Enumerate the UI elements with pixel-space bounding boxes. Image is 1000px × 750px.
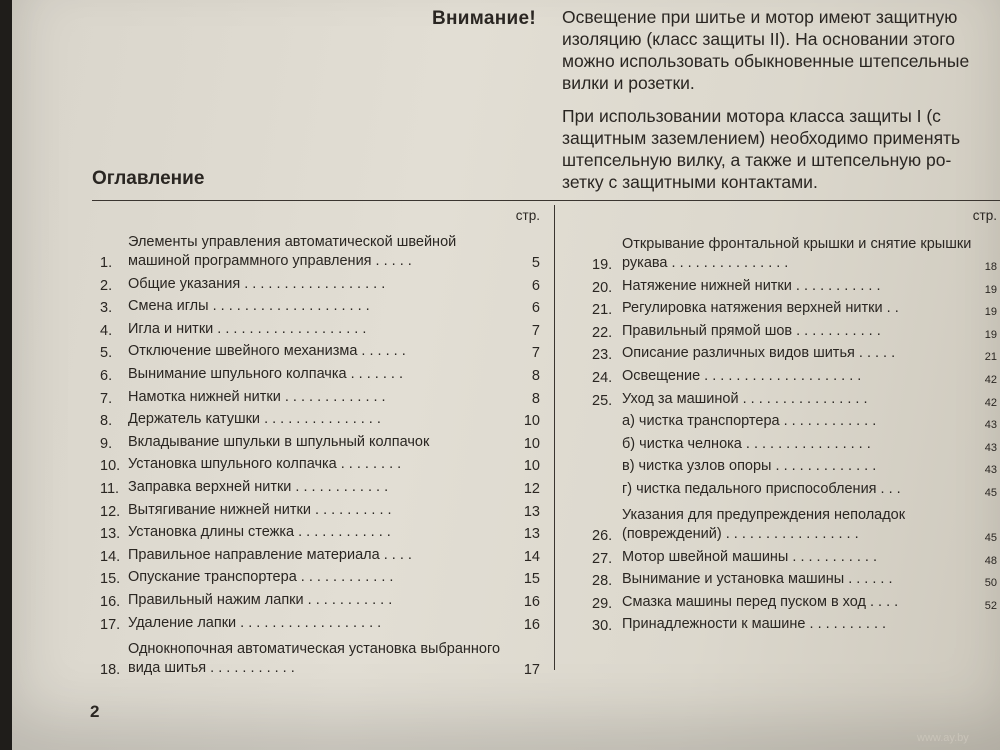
toc-divider	[92, 200, 1000, 201]
toc-right-column	[592, 208, 997, 634]
toc-entry-label: б) чистка челнока . . . . . . . . . . . . . . . .	[622, 435, 871, 452]
toc-entry-page: 10	[523, 458, 540, 475]
toc-entry-label: Правильное направление материала . . . .	[128, 546, 412, 563]
toc-entry-label: Принадлежности к машине . . . . . . . . . .	[622, 616, 887, 633]
toc-entry-label: в) чистка узлов опоры . . . . . . . . . . . . .	[622, 458, 877, 475]
toc-entry-label: Отключение швейного механизма . . . . . .	[128, 343, 406, 360]
toc-entry-number: 4.	[100, 322, 113, 339]
toc-entry	[100, 565, 540, 588]
toc-entry	[100, 316, 540, 339]
toc-entry	[592, 386, 997, 409]
toc-entry-page: 5	[531, 255, 540, 271]
toc-entry-page: 12	[523, 480, 540, 497]
toc-entry-number: 21.	[592, 302, 613, 319]
toc-entry-label: Держатель катушки . . . . . . . . . . . . . . .	[128, 411, 381, 428]
toc-entry	[100, 497, 540, 520]
toc-entry-page: 10	[523, 413, 540, 430]
toc-entry-number: 17.	[100, 616, 121, 633]
toc-entry-number: 13.	[100, 526, 121, 543]
toc-entry-label: Заправка верхней нитки . . . . . . . . . . . .	[128, 478, 389, 495]
toc-entry-page: 16	[523, 616, 540, 633]
toc-entry-page: 18	[984, 261, 997, 273]
toc-entry-number: 3.	[100, 300, 113, 317]
toc-entry	[592, 454, 997, 477]
toc-entry	[592, 228, 997, 273]
toc-entry-page: 43	[984, 441, 997, 454]
toc-entry-label: Общие указания . . . . . . . . . . . . . . . . . .	[128, 275, 386, 292]
toc-title: Оглавление	[92, 168, 205, 189]
toc-entry	[592, 409, 997, 432]
page-column-label: стр.	[972, 208, 997, 223]
toc-entry-page: 15	[523, 571, 540, 588]
toc-entry	[100, 542, 540, 565]
toc-entry-page: 8	[531, 367, 540, 384]
toc-entry	[100, 384, 540, 407]
toc-entry-number: 27.	[592, 550, 613, 567]
toc-entry-label: Регулировка натяжения верхней нитки . .	[622, 300, 899, 317]
toc-entry-number: 2.	[100, 277, 113, 294]
warning-text	[562, 6, 1000, 204]
toc-entry-number: 24.	[592, 369, 613, 386]
toc-entry	[100, 339, 540, 362]
toc-entry-label: Смена иглы . . . . . . . . . . . . . . . . . . . .	[128, 298, 370, 315]
toc-entry	[100, 520, 540, 543]
toc-entry-number: 19.	[592, 257, 613, 273]
toc-entry-page: 43	[984, 419, 997, 432]
toc-entry	[592, 544, 997, 567]
toc-entry-page: 45	[984, 531, 997, 544]
toc-entry-number: 8.	[100, 413, 113, 430]
toc-entry-number: 1.	[100, 255, 113, 271]
toc-entry-number: 16.	[100, 593, 121, 610]
toc-entry	[100, 452, 540, 475]
toc-entry	[100, 429, 540, 452]
toc-entry-label: Вынимание шпульного колпачка . . . . . . .	[128, 365, 403, 382]
toc-entry	[100, 587, 540, 610]
toc-entry-label: Опускание транспортера . . . . . . . . . . . .	[128, 569, 394, 586]
toc-entry	[100, 271, 540, 294]
toc-entry-page: 19	[984, 328, 997, 341]
toc-entry-page: 13	[523, 526, 540, 543]
toc-entry	[100, 610, 540, 633]
toc-entry-label: Установка шпульного колпачка . . . . . . . .	[128, 456, 402, 473]
page-column-label: стр.	[515, 208, 540, 223]
toc-entry	[592, 431, 997, 454]
toc-entry-label: Указания для предупреждения неполадок (повреждений) . . . . . . . . . . . . . . . . .	[622, 506, 906, 542]
toc-entry-number: 14.	[100, 548, 121, 565]
toc-entry	[592, 273, 997, 296]
toc-entry	[592, 612, 997, 635]
toc-entry-label: Элементы управления автоматической швейной машиной программного управления . . . . .	[128, 234, 457, 269]
toc-entry-number: 11.	[100, 480, 120, 497]
toc-entry-page: 19	[984, 283, 997, 296]
toc-left-column	[100, 208, 540, 678]
page-number: 2	[90, 702, 100, 721]
toc-entry-number: 15.	[100, 571, 121, 588]
toc-entry-label: Правильный нажим лапки . . . . . . . . . . .	[128, 591, 393, 608]
toc-entry-page: 6	[531, 300, 540, 317]
toc-entry-number: 9.	[100, 435, 113, 452]
toc-entry-page: 48	[984, 554, 997, 567]
toc-list-right	[592, 228, 997, 634]
toc-entry-page: 42	[984, 373, 997, 386]
toc-entry	[592, 567, 997, 590]
toc-entry-page: 7	[531, 322, 540, 339]
toc-entry	[100, 226, 540, 271]
toc-entry-page: 14	[523, 548, 540, 565]
toc-entry-page: 43	[984, 464, 997, 477]
toc-entry-page: 16	[523, 593, 540, 610]
toc-entry-page: 8	[531, 390, 540, 407]
manual-page	[12, 0, 1000, 750]
toc-entry-label: Установка длины стежка . . . . . . . . . . . .	[128, 524, 391, 541]
toc-entry	[100, 294, 540, 317]
toc-entry-label: Описание различных видов шитья . . . . .	[622, 345, 896, 362]
toc-entry-page: 6	[531, 277, 540, 294]
toc-entry-page: 17	[523, 661, 540, 678]
toc-entry	[592, 499, 997, 544]
toc-entry-label: Однокнопочная автоматическая установка выбранного вида шитья . . . . . . . . . . .	[128, 640, 501, 676]
toc-list-left	[100, 226, 540, 678]
column-divider	[554, 205, 555, 670]
toc-entry-label: Намотка нижней нитки . . . . . . . . . . . . .	[128, 388, 386, 405]
toc-entry-label: Игла и нитки . . . . . . . . . . . . . . . . . . .	[128, 320, 367, 337]
toc-entry-page: 7	[531, 345, 540, 362]
toc-entry	[592, 363, 997, 386]
toc-entry-page: 21	[984, 351, 997, 364]
toc-entry-page: 42	[984, 396, 997, 409]
toc-entry-number: 23.	[592, 347, 613, 364]
toc-entry-label: Вытягивание нижней нитки . . . . . . . . . .	[128, 501, 392, 518]
watermark: www.ay.by	[917, 732, 969, 744]
toc-entry-number: 10.	[100, 458, 121, 475]
toc-entry-number: 5.	[100, 345, 113, 362]
toc-entry-number: 18.	[100, 661, 121, 678]
toc-entry-label: Освещение . . . . . . . . . . . . . . . . . . . .	[622, 367, 862, 384]
toc-entry-number: 20.	[592, 279, 613, 296]
toc-entry-number: 30.	[592, 618, 613, 635]
toc-entry-number: 29.	[592, 595, 613, 612]
toc-entry	[592, 476, 997, 499]
toc-entry-number: 26.	[592, 527, 613, 544]
toc-entry-number: 6.	[100, 367, 113, 384]
toc-entry-label: а) чистка транспортера . . . . . . . . . . . .	[622, 413, 877, 430]
toc-entry-page: 52	[984, 599, 997, 612]
toc-entry-number: 12.	[100, 503, 121, 520]
toc-entry	[100, 407, 540, 430]
toc-entry-page: 50	[984, 577, 997, 590]
toc-entry-page: 10	[523, 435, 540, 452]
toc-entry-number: 25.	[592, 392, 613, 409]
toc-entry-page: 19	[984, 306, 997, 319]
toc-entry-label: Уход за машиной . . . . . . . . . . . . . . . .	[622, 390, 868, 407]
toc-entry-label: Вкладывание шпульки в шпульный колпачок	[128, 433, 430, 450]
toc-entry-label: Правильный прямой шов . . . . . . . . . . .	[622, 322, 881, 339]
toc-entry-number: 7.	[100, 390, 113, 407]
toc-entry	[592, 589, 997, 612]
toc-entry-label: Вынимание и установка машины . . . . . .	[622, 571, 893, 588]
toc-entry	[100, 474, 540, 497]
toc-entry-page: 45	[984, 486, 997, 499]
toc-entry-label: Мотор швейной машины . . . . . . . . . . .	[622, 548, 877, 565]
toc-entry	[100, 633, 540, 678]
toc-entry-label: Открывание фронтальной крышки и снятие крышки рукава . . . . . . . . . . . . . . .	[622, 236, 972, 271]
warning-heading: Внимание!	[432, 8, 536, 29]
toc-entry	[100, 361, 540, 384]
toc-entry-page: 13	[523, 503, 540, 520]
warning-paragraph-2: При использовании мотора класса защиты I (с защитным заземлением) необходимо применять штепсельную вилку, а также и штепсельную ро- зетку с защитными контактами.	[562, 106, 961, 192]
toc-entry	[592, 318, 997, 341]
toc-entry-label: Натяжение нижней нитки . . . . . . . . . . .	[622, 277, 881, 294]
toc-entry-label: г) чистка педального приспособления . . .	[622, 480, 901, 497]
toc-entry-number: 22.	[592, 324, 613, 341]
warning-paragraph-1: Освещение при шитье и мотор имеют защитную изоляцию (класс защиты II). На основании этого можно использовать обыкновенные штепсельные вилки и розетки.	[562, 7, 970, 93]
toc-entry	[592, 341, 997, 364]
toc-entry-label: Удаление лапки . . . . . . . . . . . . . . . . . .	[128, 614, 382, 631]
toc-entry-label: Смазка машины перед пуском в ход . . . .	[622, 593, 899, 610]
toc-entry-number: 28.	[592, 573, 613, 590]
toc-entry	[592, 296, 997, 319]
